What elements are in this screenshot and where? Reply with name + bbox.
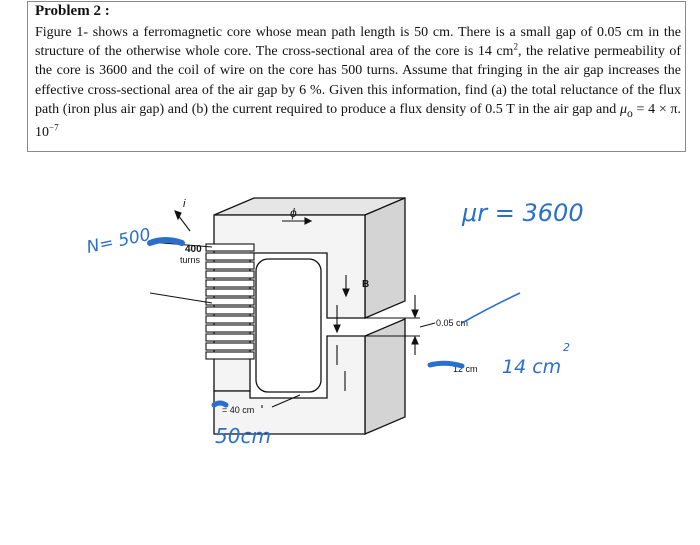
mu0-exponent: −7 xyxy=(49,122,59,133)
problem-title: Problem 2 : xyxy=(35,3,110,19)
flux-symbol: ϕ xyxy=(290,206,297,220)
field-symbol: B xyxy=(362,279,370,290)
statement-rest: , the relative permeability of the core is 3600 and the coil of wire on the core has 500 turns. Assume that fringing in the air gap increases the effective cross-sectional area of the air gap by 6 %. Given this information, find (a) the total reluctance of the flux path (iron plus air gap) and (b) the current required to produce a flux density of 0.5 T in the air gap and xyxy=(35,44,681,117)
hw-strike-turns xyxy=(150,240,182,243)
turns-unit: turns xyxy=(180,255,201,265)
magnetic-core-figure xyxy=(0,155,700,485)
current-symbol: i xyxy=(183,198,186,210)
mu0-symbol: μ xyxy=(619,101,627,117)
core-window xyxy=(256,259,321,392)
current-arrow xyxy=(178,215,190,231)
length-label: = 40 cm xyxy=(222,405,255,415)
area-label: 12 cm xyxy=(453,364,478,374)
hw-turns: N= 500 xyxy=(84,224,153,258)
gap-leader xyxy=(420,323,435,327)
hw-gap-stroke xyxy=(462,293,520,323)
mu0-subscript: o xyxy=(627,106,633,120)
hw-length: 50cm xyxy=(215,424,271,448)
hw-area-exp: 2 xyxy=(563,341,570,354)
problem-statement xyxy=(35,23,681,142)
hw-strike-length xyxy=(214,403,226,405)
turns-value: 400 xyxy=(185,244,202,255)
gap-label: 0.05 cm xyxy=(436,318,469,328)
coil-lead-bottom xyxy=(150,293,212,303)
core-right-depth xyxy=(365,198,405,318)
statement-main: Figure 1- shows a ferromagnetic core whose mean path length is 50 cm. There is a small gap of 0.05 cm in the structure of the otherwise whole core. The cross-sectional area of the core is 14 cm xyxy=(35,25,681,60)
hw-area: 14 cm xyxy=(502,356,562,378)
area-exponent: 2 xyxy=(513,41,518,52)
hw-mu-r: μr = 3600 xyxy=(462,199,584,227)
hw-strike-area xyxy=(430,363,462,366)
mu0-value: = 4 × π. 10 xyxy=(35,101,681,140)
